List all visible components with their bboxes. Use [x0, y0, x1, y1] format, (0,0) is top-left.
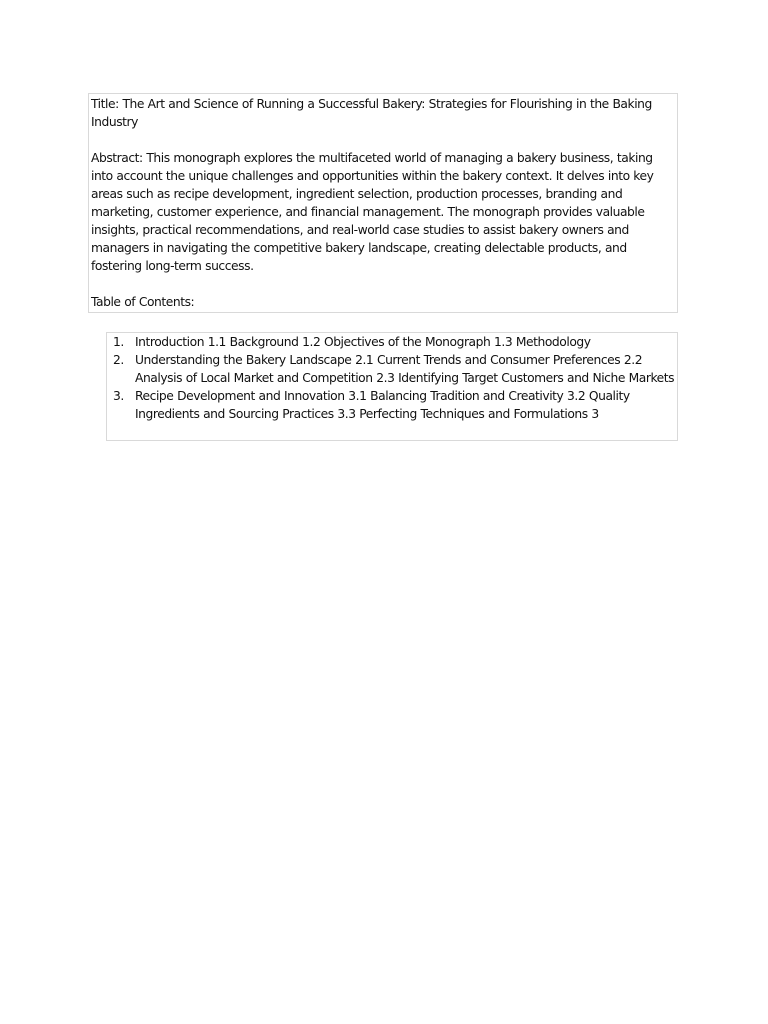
toc-heading: Table of Contents:	[91, 295, 195, 309]
toc-item	[107, 333, 677, 351]
toc-item-number: 1.	[113, 335, 124, 349]
toc-item	[107, 387, 677, 423]
toc-item-text: Understanding the Bakery Landscape 2.1 Current Trends and Consumer Preferences 2.2 Analysis of Local Market and Competition 2.3 Identifying Target Customers and Niche Markets	[135, 353, 675, 385]
toc-item	[107, 351, 677, 387]
document-title: Title: The Art and Science of Running a Successful Bakery: Strategies for Flourishing in the Baking Industry	[91, 97, 652, 129]
intro-block	[88, 93, 678, 313]
toc-block	[106, 332, 678, 441]
toc-item-number: 2.	[113, 353, 124, 367]
toc-item-text: Introduction 1.1 Background 1.2 Objectives of the Monograph 1.3 Methodology	[135, 335, 591, 349]
toc-item-text: Recipe Development and Innovation 3.1 Balancing Tradition and Creativity 3.2 Quality Ingredients and Sourcing Practices 3.3 Perfecting Techniques and Formulations 3	[135, 389, 630, 421]
toc-item-number: 3.	[113, 389, 124, 403]
toc-list	[107, 333, 677, 423]
document-abstract: Abstract: This monograph explores the multifaceted world of managing a bakery business, taking into account the unique challenges and opportunities within the bakery context. It delves into key areas such as recipe development, ingredient selection, production processes, branding and marketing, customer experience, and financial management. The monograph provides valuable insights, practical recommendations, and real-world case studies to assist bakery owners and managers in navigating the competitive bakery landscape, creating delectable products, and fostering long-term success.	[91, 151, 654, 273]
